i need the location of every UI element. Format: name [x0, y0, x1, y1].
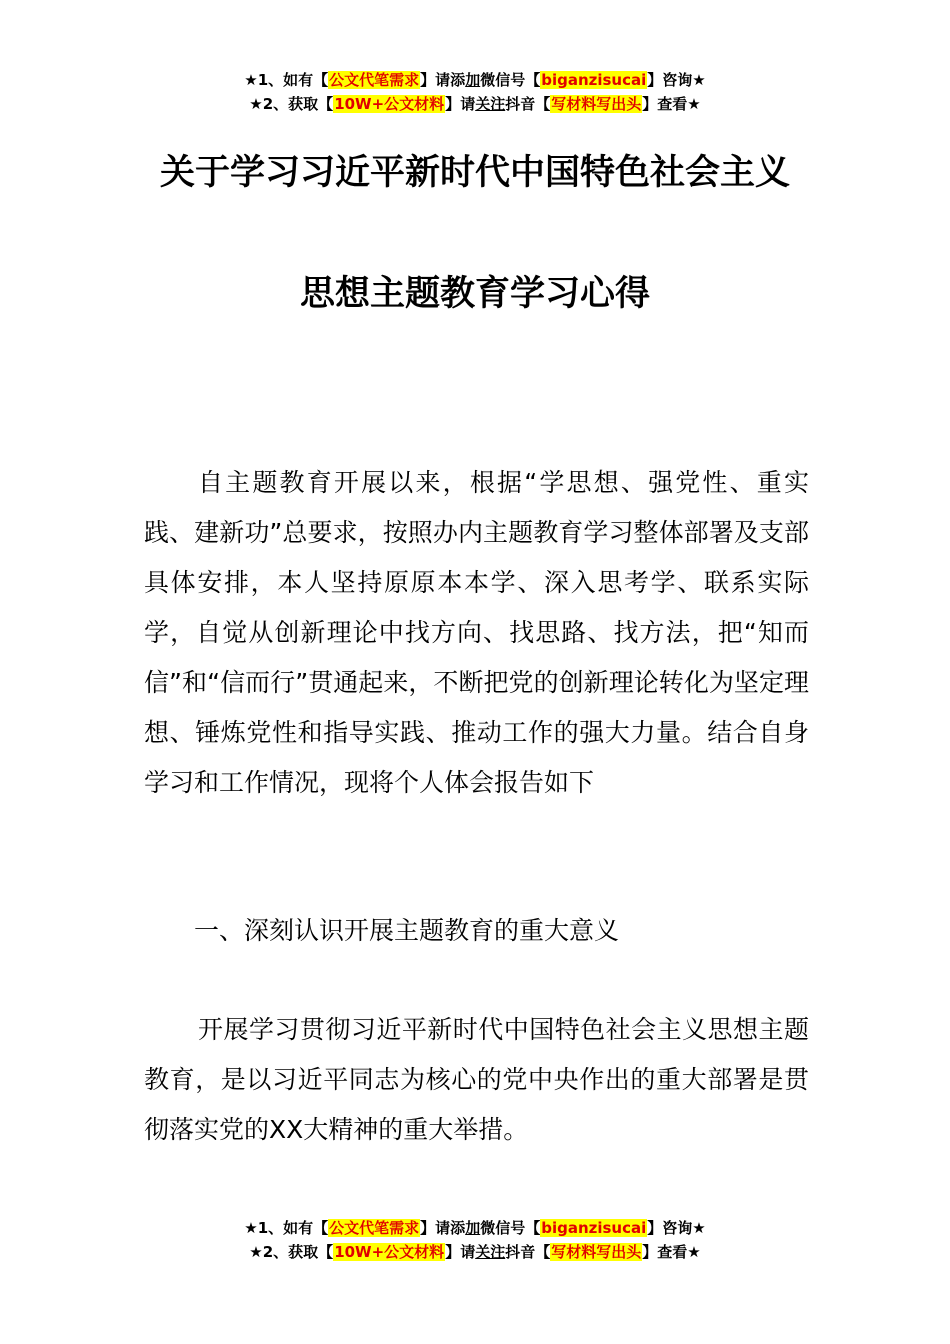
intro-paragraph: 自主题教育开展以来，根据“学思想、强党性、重实践、建新功”总要求，按照办内主题教育学习整体部署及支部具体安排，本人坚持原原本本学、深入思考学、联系实际学，自觉从创新理论中找方向、找思路、找方法，把“知而信”和“信而行”贯通起来，不断把党的创新理论转化为坚定理想、锤炼党性和指导实践、推动工作的强大力量。结合自身学习和工作情况，现将个人体会报告如下: [144, 468, 809, 797]
highlight-wechat-id: biganzisucai: [541, 1219, 647, 1237]
highlight-materials: 10W+公文材料: [334, 1243, 445, 1261]
promo-line-2: ★2、获取【10W+公文材料】请关注抖音【写材料写出头】查看★: [249, 95, 701, 113]
promo-banner-bottom: [0, 1216, 950, 1264]
promo-line-1: ★1、如有【公文代笔需求】请添加微信号【biganzisucai】咨询★: [244, 71, 706, 89]
promo-banner-top: [0, 68, 950, 116]
highlight-materials: 10W+公文材料: [334, 95, 445, 113]
document-title-line-2: 思想主题教育学习心得: [299, 274, 650, 314]
highlight-douyin-account: 写材料写出头: [551, 95, 642, 113]
highlight-douyin-account: 写材料写出头: [551, 1243, 642, 1261]
promo-line-2: ★2、获取【10W+公文材料】请关注抖音【写材料写出头】查看★: [249, 1243, 701, 1261]
section-1-paragraph: 开展学习贯彻习近平新时代中国特色社会主义思想主题教育，是以习近平同志为核心的党中央作出的重大部署是贯彻落实党的XX大精神的重大举措。: [144, 1015, 809, 1144]
document-title-line-1: 关于学习习近平新时代中国特色社会主义: [159, 153, 790, 193]
highlight-service: 公文代笔需求: [329, 71, 420, 89]
highlight-service: 公文代笔需求: [329, 1219, 420, 1237]
section-heading-1: 一、深刻认识开展主题教育的重大意义: [194, 916, 620, 945]
promo-line-1: ★1、如有【公文代笔需求】请添加微信号【biganzisucai】咨询★: [244, 1219, 706, 1237]
highlight-wechat-id: biganzisucai: [541, 71, 647, 89]
